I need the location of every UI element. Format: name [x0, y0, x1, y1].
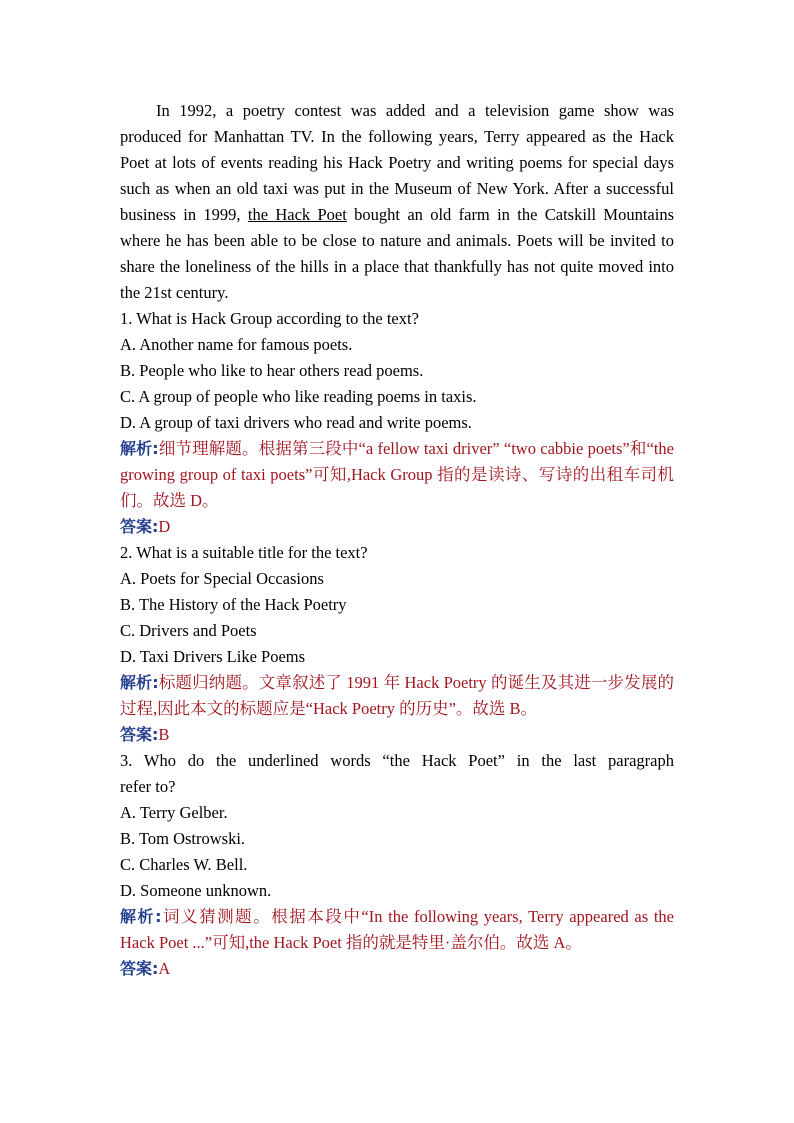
- explanation-text: 细节理解题。根据第三段中“a fellow taxi driver” “two cabbie poets”和“the growing group of taxi poets”可知,Hack Group 指的是读诗、写诗的出租车司机们。故选 D。: [120, 439, 674, 510]
- answer-label: 答案:: [120, 517, 159, 536]
- answer: [120, 722, 674, 748]
- option-b: B. People who like to hear others read poems.: [120, 361, 424, 380]
- option-a: A. Poets for Special Occasions: [120, 569, 324, 588]
- option-b: B. The History of the Hack Poetry: [120, 595, 347, 614]
- question-stem-line2: refer to?: [120, 777, 176, 796]
- question-stem-line1: 3. Who do the underlined words “the Hack Poet” in the last paragraph: [120, 751, 674, 770]
- option-a: A. Terry Gelber.: [120, 803, 228, 822]
- option-a: A. Another name for famous poets.: [120, 335, 353, 354]
- explanation: [120, 436, 674, 514]
- explanation: [120, 670, 674, 722]
- explanation-label: 解析:: [120, 907, 162, 926]
- explanation-label: 解析:: [120, 439, 159, 458]
- passage-text-before: In 1992, a poetry contest was added and a television game show was produced for Manhattan TV. In the following years, Terry appeared as the Hack Poet at lots of events reading his Hack Poetry and writing poems for special days such as when an old taxi was put in the Museum of New York. After a successful business in 1999,: [120, 101, 674, 224]
- explanation: [120, 904, 674, 956]
- answer-value: D: [158, 517, 171, 536]
- question-1: [120, 306, 674, 540]
- answer: [120, 514, 674, 540]
- answer-label: 答案:: [120, 959, 159, 978]
- explanation-text: 标题归纳题。文章叙述了 1991 年 Hack Poetry 的诞生及其进一步发展的过程,因此本文的标题应是“Hack Poetry 的历史”。故选 B。: [120, 673, 674, 718]
- answer-label: 答案:: [120, 725, 159, 744]
- explanation-text: 词义猜测题。根据本段中“In the following years, Terry appeared as the Hack Poet ...”可知,the Hack Poet 指的就是特里·盖尔伯。故选 A。: [120, 907, 674, 952]
- passage-paragraph: [120, 98, 674, 306]
- answer-value: A: [158, 959, 171, 978]
- answer: [120, 956, 674, 982]
- option-c: C. Charles W. Bell.: [120, 855, 248, 874]
- question-3: [120, 748, 674, 982]
- question-stem: 2. What is a suitable title for the text?: [120, 543, 368, 562]
- answer-value: B: [158, 725, 170, 744]
- option-c: C. A group of people who like reading poems in taxis.: [120, 387, 477, 406]
- option-d: D. Taxi Drivers Like Poems: [120, 647, 306, 666]
- option-b: B. Tom Ostrowski.: [120, 829, 246, 848]
- option-d: D. Someone unknown.: [120, 881, 272, 900]
- document-page: [120, 98, 674, 982]
- passage-text-after: bought an old farm in the Catskill Mountains where he has been able to be close to nature and animals. Poets will be invited to share the loneliness of the hills in a place that thankfully has not quite moved into the 21st century.: [120, 205, 674, 302]
- option-d: D. A group of taxi drivers who read and write poems.: [120, 413, 472, 432]
- underlined-phrase: the Hack Poet: [247, 205, 347, 224]
- option-c: C. Drivers and Poets: [120, 621, 257, 640]
- question-stem: 1. What is Hack Group according to the text?: [120, 309, 419, 328]
- question-2: [120, 540, 674, 748]
- explanation-label: 解析:: [120, 673, 159, 692]
